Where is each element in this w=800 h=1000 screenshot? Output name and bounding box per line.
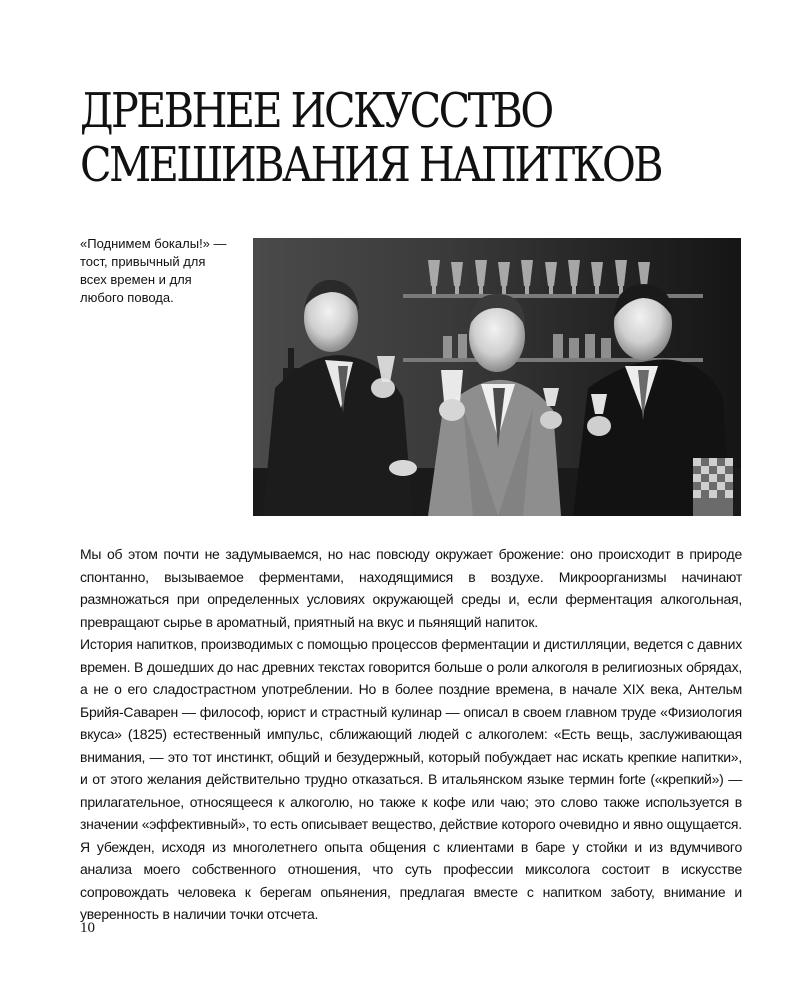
article-paragraph: Я убежден, исходя из многолетнего опыта общения с клиентами в баре у стойки и из вдумчивого анализа моего собственного отношения, что суть профессии миксолога состоит в искусстве сопровождать человека к берегам опьянения, предлагая вместе с напитком заботу, внимание и уверенность в наличии точки отсчета. — [80, 838, 742, 922]
page-number: 10 — [80, 920, 95, 936]
article-body — [80, 543, 742, 926]
article-paragraph: Мы об этом почти не задумываемся, но нас повсюду окружает брожение: оно происходит в природе спонтанно, вызываемое ферментами, находящимися в воздухе. Микроорганизмы начинают размножаться при определенных условиях окружающей среды и, если ферментация алкогольная, превращают сырье в ароматный, приятный на вкус и пьянящий напиток. — [80, 546, 742, 630]
page-title-line-1: ДРЕВНЕЕ ИСКУССТВО — [80, 83, 552, 139]
page-title-line-2: СМЕШИВАНИЯ НАПИТКОВ — [80, 137, 662, 193]
article-paragraph: История напитков, производимых с помощью процессов ферментации и дистилляции, ведется с давних времен. В дошедших до нас древних текстах говорится больше о роли алкоголя в религиозных обрядах, а не о его сладострастном употреблении. Но в более поздние времена, в начале XIX века, Антельм Брийя-Саварен — философ, юрист и страстный кулинар — описал в своем главном труде «Физиология вкуса» (1825) естественный импульс, сближающий людей с алкоголем: «Есть вещь, заслуживающая внимания, — это тот инстинкт, общий и безудержный, который побуждает нас искать крепкие напитки», и от этого желания действительно трудно отказаться. В итальянском языке термин forte («крепкий») —прилагательное, относящееся к алкоголю, но также к кофе или чаю; это слово также используется в значении «эффективный», то есть описывает вещество, действие которого очевидно и явно ощущается. — [80, 636, 742, 832]
photo-three-men-toasting — [253, 238, 741, 516]
page-title — [80, 84, 665, 192]
photo-illustration — [253, 238, 741, 516]
photo-caption: «Поднимем бокалы!» — тост, привычный для всех времен и для любого повода. — [80, 236, 227, 305]
